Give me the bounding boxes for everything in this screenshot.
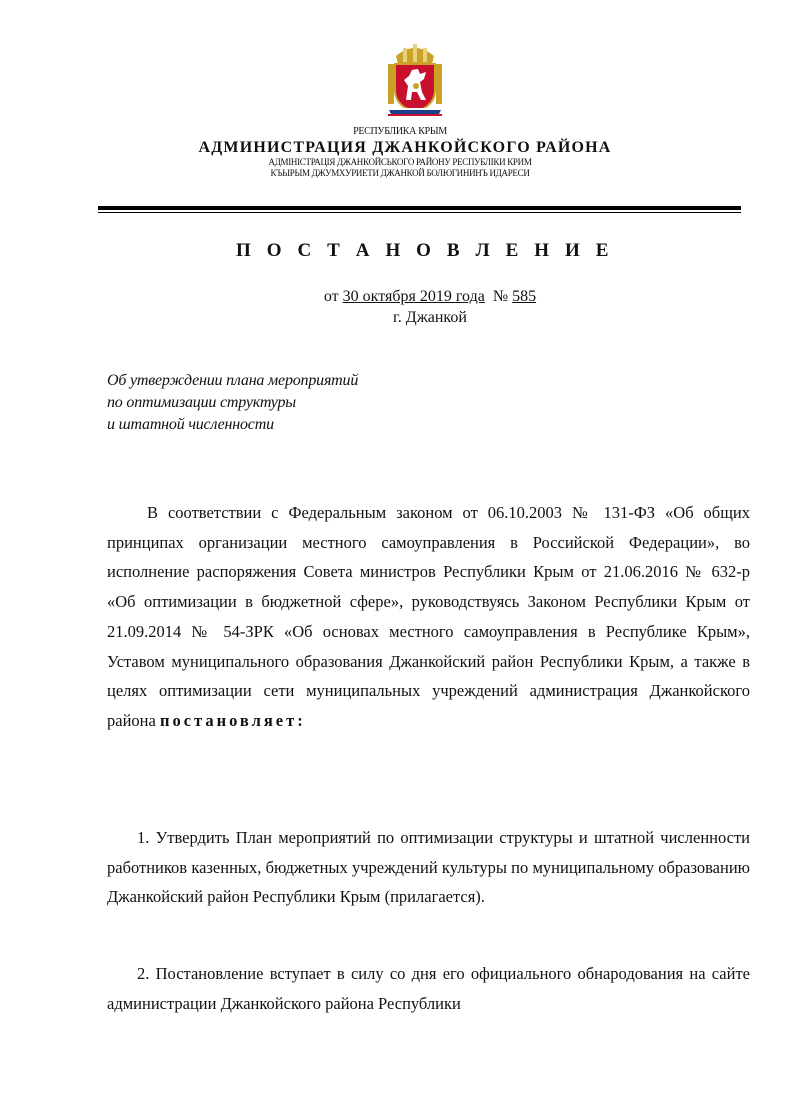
date-prefix: от — [323, 288, 343, 305]
document-title: П О С Т А Н О В Л Е Н И Е — [236, 240, 614, 261]
number-prefix: № — [492, 288, 513, 305]
document-subject — [107, 370, 358, 436]
decree-word: постановляет: — [159, 710, 306, 730]
subject-line: Об утверждении плана мероприятий — [107, 372, 359, 389]
header-divider-thin — [98, 212, 741, 213]
subject-line: и штатной численности — [107, 416, 274, 433]
administration-name-crimean-tatar: КЪЫРЫМ ДЖУМХУРИЕТИ ДЖАНКОЙ БОЛЮГИНИНЪ ИДАРЕСИ — [270, 168, 530, 178]
document-date: 30 октября 2019 года — [342, 288, 485, 305]
letterhead — [0, 126, 800, 179]
preamble-paragraph — [107, 498, 750, 736]
document-city: г. Джанкой — [393, 309, 467, 326]
header-divider-thick — [98, 206, 741, 210]
document-number: 585 — [512, 288, 537, 305]
clause-2-paragraph: 2. Постановление вступает в силу со дня его официального обнародования на сайте администрации Джанкойского района Республики — [107, 964, 750, 1013]
subject-line: по оптимизации структуры — [107, 394, 296, 411]
document-date-number — [0, 288, 800, 306]
republic-label: РЕСПУБЛИКА КРЫМ — [353, 126, 447, 137]
crimea-coat-of-arms-icon — [382, 42, 448, 118]
clause-1-paragraph: 1. Утвердить План мероприятий по оптимизации структуры и штатной численности работников казенных, бюджетных учреждений культуры по муниципальному образованию Джанкойский район Республики Крым (прилагается). — [107, 828, 750, 907]
administration-name: АДМИНИСТРАЦИЯ ДЖАНКОЙСКОГО РАЙОНА — [198, 139, 612, 156]
administration-name-ukrainian: АДМІНІСТРАЦІЯ ДЖАНКОЙСЬКОГО РАЙОНУ РЕСПУБЛІКИ КРИМ — [268, 157, 532, 167]
preamble-text: В соответствии с Федеральным законом от 06.10.2003 № 131-ФЗ «Об общих принципах организации местного самоуправления в Российской Федерации», во исполнение распоряжения Совета министров Республики Крым от 21.06.2016 № 632-р «Об оптимизации в бюджетной сфере», руководствуясь Законом Республики Крым от 21.09.2014 № 54-ЗРК «Об основах местного самоуправления в Республике Крым», Уставом муниципального образования Джанкойский район Республики Крым, а также в целях оптимизации сети муниципальных учреждений администрация Джанкойского района — [107, 503, 750, 730]
